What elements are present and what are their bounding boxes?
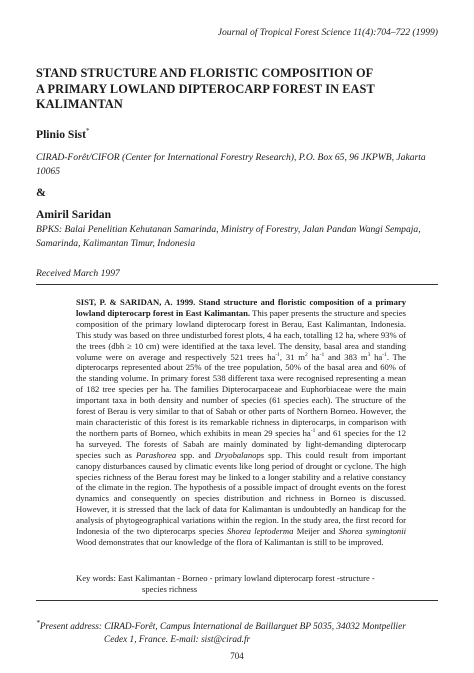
received-date: Received March 1997 [36,268,120,279]
divider-rule [36,600,438,601]
keywords-label: Key words: [76,573,116,583]
title-line: A PRIMARY LOWLAND DIPTEROCARP FOREST IN EAST [36,81,375,96]
keywords-line: species richness [142,584,198,594]
abstract-text: ha [370,351,383,362]
unit-exponent: 3 [367,351,371,358]
footnote [36,616,456,647]
author-name-text: Amiril Saridan [36,208,112,221]
affiliation-line: Samarinda, Kalimantan Timur, Indonesia [36,238,196,249]
taxon-name: Shorea symingtonii [338,526,406,537]
title-line: STAND STRUCTURE AND FLORISTIC COMPOSITION OF [36,66,374,80]
affiliation-line: BPKS: Balai Penelitian Kehutanan Samarinda, Ministry of Forestry, Jalan Pandan Wangi Sempaja, [36,224,421,235]
abstract-text: , 31 m [279,351,305,362]
unit-exponent: -1 [310,428,316,435]
abstract-text: and 383 m [324,351,368,362]
abstract-text: spp. and [176,449,215,460]
abstract [76,297,406,548]
affiliation-line: CIRAD-Forêt/CIFOR (Center for International Forestry Research), P.O. Box 65, 96 JKPWB, Jakarta [36,152,426,163]
unit-exponent: -1 [275,351,280,358]
author-name-text: Plinio Sist [36,127,86,141]
footnote-text: CIRAD-Forêt, Campus International de Baillarguet BP 5035, 34032 Montpellier [101,622,406,633]
abstract-text: Meijer and [293,526,339,537]
author-affiliation [36,151,446,179]
affiliation-line: 10065 [36,166,60,177]
running-head: Journal of Tropical Forest Science 11(4):704–722 (1999) [217,27,438,38]
abstract-text: . The dipterocarps represented about 25% of the tree population, 50% of the basal area and 60% of the standing volume. In primary forest 538 different taxa were recognised representing a mean of 182 tree species per ha. The families Dipterocarpaceae and Euphorbiaceae were the main important taxa in both density and number of species (61 species each). The structure of the forest of Berau is very similar to that of Sabah or other parts of Northern Borneo. However, the main characteristic of this forest is its remarkable richness in dipterocarps, in comparison with the northern parts of Borneo, which exhibits in mean 29 species ha [76,351,406,438]
footnote-marker: * [36,618,40,627]
keywords [76,573,406,595]
page-number: 704 [230,651,244,661]
abstract-text: ha [307,351,320,362]
author-separator: & [36,185,46,199]
abstract-text: and 61 species for the 12 ha surveyed. The forests of Sabah are mainly dominated by light-demanding dipterocarp species such as [76,427,406,460]
keywords-line [76,573,406,584]
abstract-text: spp. This could result from important canopy disturbances caused by climatic events like long period of drought or cyclone. The high species richness of the Berau forest may be linked to a longer stability and a relative constancy of the climate in the region. The hypothesis of a possible impact of drought events on the forest dynamics and consequently on species distribution and richness in Borneo is discussed. However, it is stressed that the lack of data for Kalimantan is undoubtedly an handicap for the analysis of phytogeographical variations within the region. In the study area, the first record for Indonesia of the two dipterocarps species [76,449,406,537]
footnote-line [36,616,456,634]
taxon-name: Dryobalanops [214,449,265,460]
author-footnote-marker: * [85,127,90,135]
keywords-text: East Kalimantan - Borneo - primary lowland dipterocarp forest -structure - [115,573,375,583]
footnote-line: Cedex 1, France. E-mail: sist@cirad.fr [104,635,251,646]
abstract-text: This paper presents the structure and species composition of the primary lowland dipterocarp forest in Berau, East Kalimantan, Indonesia. This study was based on three undisturbed forest plots, 4 ha each, totalling 12 ha, where 93% of the trees (dbh ≥ 10 cm) were identified at the taxa level. The density, basal area and standing volume were on average and respectively 521 trees ha [76,307,406,362]
title-line: KALIMANTAN [36,97,123,111]
taxon-name: Shorea leptoderma [226,526,294,537]
unit-exponent: 2 [304,351,308,358]
taxon-name: Parashorea [135,449,177,460]
abstract-citation-heading: SIST, P. & SARIDAN, A. 1999. Stand structure and floristic composition of a primary lowland dipterocarp forest in East Kalimantan. [76,297,406,318]
unit-exponent: -1 [319,351,325,358]
article-title [36,66,446,113]
author-name [36,127,89,141]
abstract-text: Wood demonstrates that our knowledge of the flora of Kalimantan is still to be improved. [76,536,384,547]
footnote-label: Present address: [39,622,102,633]
author-name [36,208,111,221]
author-affiliation [36,223,446,251]
unit-exponent: -1 [382,351,387,358]
divider-rule [36,284,438,285]
